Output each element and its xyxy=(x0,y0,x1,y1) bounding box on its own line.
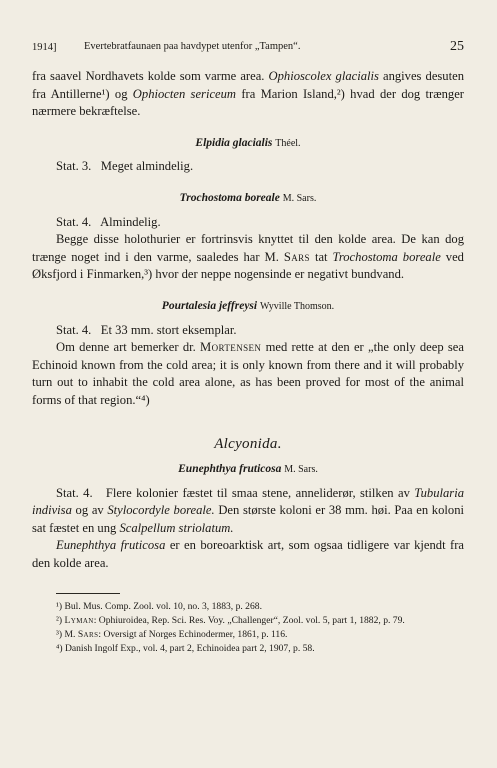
family-heading: Alcyonida. xyxy=(214,435,282,452)
taxon-name: Trochostoma boreale xyxy=(332,249,441,264)
footnotes xyxy=(32,600,464,656)
footnote-3: ³) M. Sars: Oversigt af Norges Echinodermer, 1861, p. 116. xyxy=(56,628,288,640)
document-page xyxy=(32,38,464,656)
taxon-name: Tubularia indivisa xyxy=(32,485,464,518)
paragraph-eunephthya-distribution: Eunephthya fruticosa er en boreoarktisk art, som ogsaa tidligere var kjendt fra den kolde area. xyxy=(32,538,464,571)
species-heading-eunephthya: Eunephthya fruticosa M. Sars. xyxy=(178,463,318,476)
taxon-name: Ophioscolex glacialis xyxy=(268,69,379,83)
station-note-pourtalesia: Stat. 4. Et 33 mm. stort eksemplar. xyxy=(56,322,237,337)
taxon-name: Eunephthya fruticosa xyxy=(56,538,166,553)
paragraph-holothurians: Begge disse holothurier er fortrinsvis knyttet til den kolde area. De kan dog trænge noget ind i den varme, saaledes har M. Sars tat Trochostoma boreale ved Øksfjord i Finmarken,³) hvor der neppe nogensinde er negativt bundvand. xyxy=(32,232,464,282)
footnote-divider xyxy=(56,593,120,594)
paragraph-ophiuroid-distribution: fra saavel Nordhavets kolde som varme area. Ophioscolex glacialis angives desuten fra Antillerne¹) og Ophiocten sericeum fra Marion Island,²) hvad der dog trænger nærmere bekræftelse. xyxy=(32,69,464,119)
footnote-2: ²) Lyman: Ophiuroidea, Rep. Sci. Res. Voy. „Challenger“, Zool. vol. 5, part 1, 1882, p. 79. xyxy=(56,614,405,626)
running-header xyxy=(32,38,464,54)
author-name: Sars xyxy=(283,249,310,264)
species-heading-pourtalesia: Pourtalesia jeffreysi Wyville Thomson. xyxy=(161,299,335,312)
species-heading-elpidia: Elpidia glacialis Théel. xyxy=(195,136,301,149)
station-note-elpidia: Stat. 3. Meget almindelig. xyxy=(56,159,194,174)
author-name: Mortensen xyxy=(200,340,262,355)
station-note-trochostoma: Stat. 4. Almindelig. xyxy=(56,214,161,229)
footnote-1: ¹) Bul. Mus. Comp. Zool. vol. 10, no. 3, 1883, p. 268. xyxy=(56,600,262,612)
taxon-name: Ophiocten sericeum xyxy=(132,86,237,101)
page-number: 25 xyxy=(450,39,464,54)
paragraph-mortensen-quote: Om denne art bemerker dr. Mortensen med rette at den er „the only deep sea Echinoid known from the cold area; it is only known from there and it will probably turn out to inhabit the cold area alone, as has been proved for most of the animal forms of that region.“⁴) xyxy=(32,340,464,407)
taxon-name: Scalpellum striolatum. xyxy=(119,520,234,535)
paragraph-eunephthya-station: Stat. 4. Flere kolonier fæstet til smaa stene, anneliderør, stilken av Tubularia indivisa og av Stylocordyle boreale. Den største koloni er 38 mm. høi. Paa en koloni sat fæstet en ung Scalpellum striolatum. xyxy=(32,485,464,535)
footnote-4: ⁴) Danish Ingolf Exp., vol. 4, part 2, Echinoidea part 2, 1907, p. 58. xyxy=(56,642,315,654)
species-heading-trochostoma: Trochostoma boreale M. Sars. xyxy=(179,191,317,204)
running-title: Evertebratfaunaen paa havdypet utenfor „Tampen“. xyxy=(84,41,301,52)
volume-year: 1914] xyxy=(32,42,57,53)
taxon-name: Stylocordyle boreale. xyxy=(107,503,215,518)
